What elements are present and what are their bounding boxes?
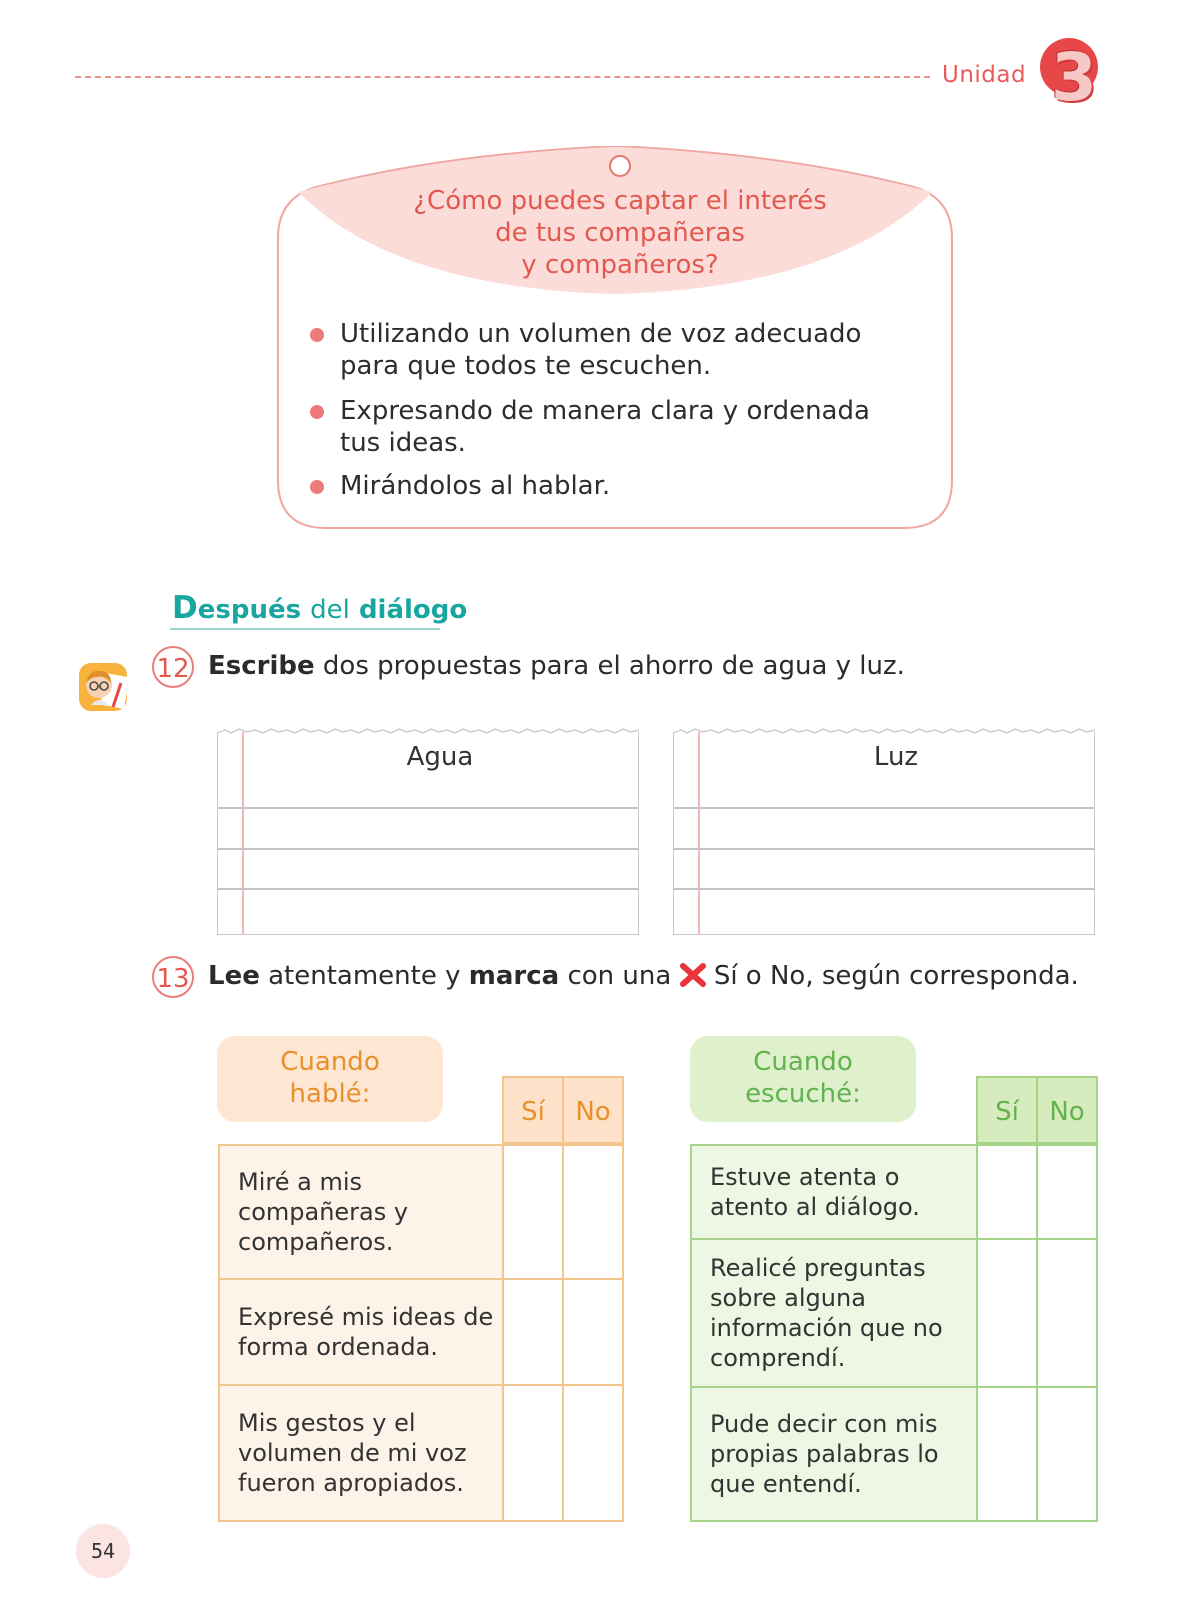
- activity-12-verb: Escribe: [208, 651, 315, 681]
- table-listened-row-2: Realicé preguntas sobre alguna información que no comprendí.: [690, 1238, 978, 1388]
- activity-13-text-2: con una: [567, 961, 672, 991]
- header-dashed-line: [75, 76, 930, 78]
- table-listened-col-yes: Sí: [976, 1076, 1038, 1144]
- section-title-initial: D: [172, 590, 198, 626]
- notebook-luz: [673, 732, 1095, 935]
- notebook-header-luz: Luz: [873, 742, 919, 772]
- table-spoke-col-no: No: [562, 1076, 624, 1144]
- check-cell-no[interactable]: [1036, 1238, 1098, 1388]
- bullet-2-line-1: Expresando de manera clara y ordenada: [340, 396, 870, 426]
- card-title-line-3: y compañeros?: [521, 250, 719, 280]
- table-spoke-row-2: Expresé mis ideas de forma ordenada.: [218, 1278, 504, 1386]
- table-spoke-col-yes: Sí: [502, 1076, 564, 1144]
- unit-label: Unidad: [942, 62, 1027, 88]
- card-bullet-3: [310, 470, 920, 502]
- table-spoke-row-1: Miré a mis compañeras y compañeros.: [218, 1144, 504, 1280]
- check-cell-no[interactable]: [562, 1278, 624, 1386]
- writing-activity-icon: [77, 661, 135, 717]
- activity-13-text-1: atentamente y: [268, 961, 461, 991]
- check-cell-no[interactable]: [562, 1384, 624, 1522]
- activity-12-instruction: [208, 651, 905, 681]
- table-spoke-title: Cuando hablé:: [217, 1036, 443, 1122]
- check-cell-yes[interactable]: [976, 1386, 1038, 1522]
- check-cell-yes[interactable]: [502, 1278, 564, 1386]
- page-number: 54: [76, 1524, 130, 1578]
- section-title-word-2: del: [310, 595, 350, 625]
- bullet-1-line-2: para que todos te escuchen.: [340, 351, 712, 381]
- bullet-2-line-2: tus ideas.: [340, 428, 466, 458]
- check-cell-no[interactable]: [1036, 1386, 1098, 1522]
- activity-12-text: dos propuestas para el ahorro de agua y luz.: [322, 651, 905, 681]
- unit-number: 3: [1051, 39, 1097, 116]
- answer-line[interactable]: [218, 848, 638, 850]
- bullet-dot-icon: [310, 328, 324, 342]
- bullet-3-line-1: Mirándolos al hablar.: [340, 471, 611, 501]
- activity-number-12: 12: [152, 646, 194, 688]
- torn-edge: [673, 724, 1095, 736]
- red-x-icon: [680, 963, 706, 987]
- table-listened-col-no: No: [1036, 1076, 1098, 1144]
- check-cell-yes[interactable]: [976, 1144, 1038, 1240]
- table-spoke: [218, 1076, 626, 1522]
- activity-13-instruction: [208, 961, 1079, 991]
- card-title-line-1: ¿Cómo puedes captar el interés: [413, 186, 827, 216]
- torn-edge: [217, 724, 639, 736]
- check-cell-yes[interactable]: [502, 1384, 564, 1522]
- answer-line[interactable]: [674, 888, 1094, 890]
- check-cell-no[interactable]: [562, 1144, 624, 1280]
- card-bullet-1: [310, 318, 920, 382]
- check-cell-no[interactable]: [1036, 1144, 1098, 1240]
- bullet-1-line-1: Utilizando un volumen de voz adecuado: [340, 319, 862, 349]
- card-bullet-2: [310, 395, 920, 459]
- section-title-word-1: espués: [197, 595, 302, 625]
- section-title-underline: [170, 628, 440, 630]
- answer-line[interactable]: [674, 848, 1094, 850]
- table-listened-row-3: Pude decir con mis propias palabras lo que entendí.: [690, 1386, 978, 1522]
- bullet-dot-icon: [310, 405, 324, 419]
- notebook-agua: [217, 732, 639, 935]
- table-spoke-row-3: Mis gestos y el volumen de mi voz fueron apropiados.: [218, 1384, 504, 1522]
- table-listened-row-1: Estuve atenta o atento al diálogo.: [690, 1144, 978, 1240]
- activity-13-verb-1: Lee: [208, 961, 260, 991]
- check-cell-yes[interactable]: [502, 1144, 564, 1280]
- notebook-header-agua: Agua: [406, 742, 474, 772]
- activity-number-13: 13: [152, 956, 194, 998]
- activity-13-verb-2: marca: [468, 961, 560, 991]
- table-listened: [690, 1076, 1100, 1522]
- section-title: [172, 590, 467, 626]
- check-cell-yes[interactable]: [976, 1238, 1038, 1388]
- bullet-dot-icon: [310, 480, 324, 494]
- card-title-line-2: de tus compañeras: [495, 218, 745, 248]
- section-title-word-3: diálogo: [358, 595, 468, 625]
- table-listened-title: Cuando escuché:: [690, 1036, 916, 1122]
- answer-line[interactable]: [218, 888, 638, 890]
- activity-13-text-3: Sí o No, según corresponda.: [713, 961, 1079, 991]
